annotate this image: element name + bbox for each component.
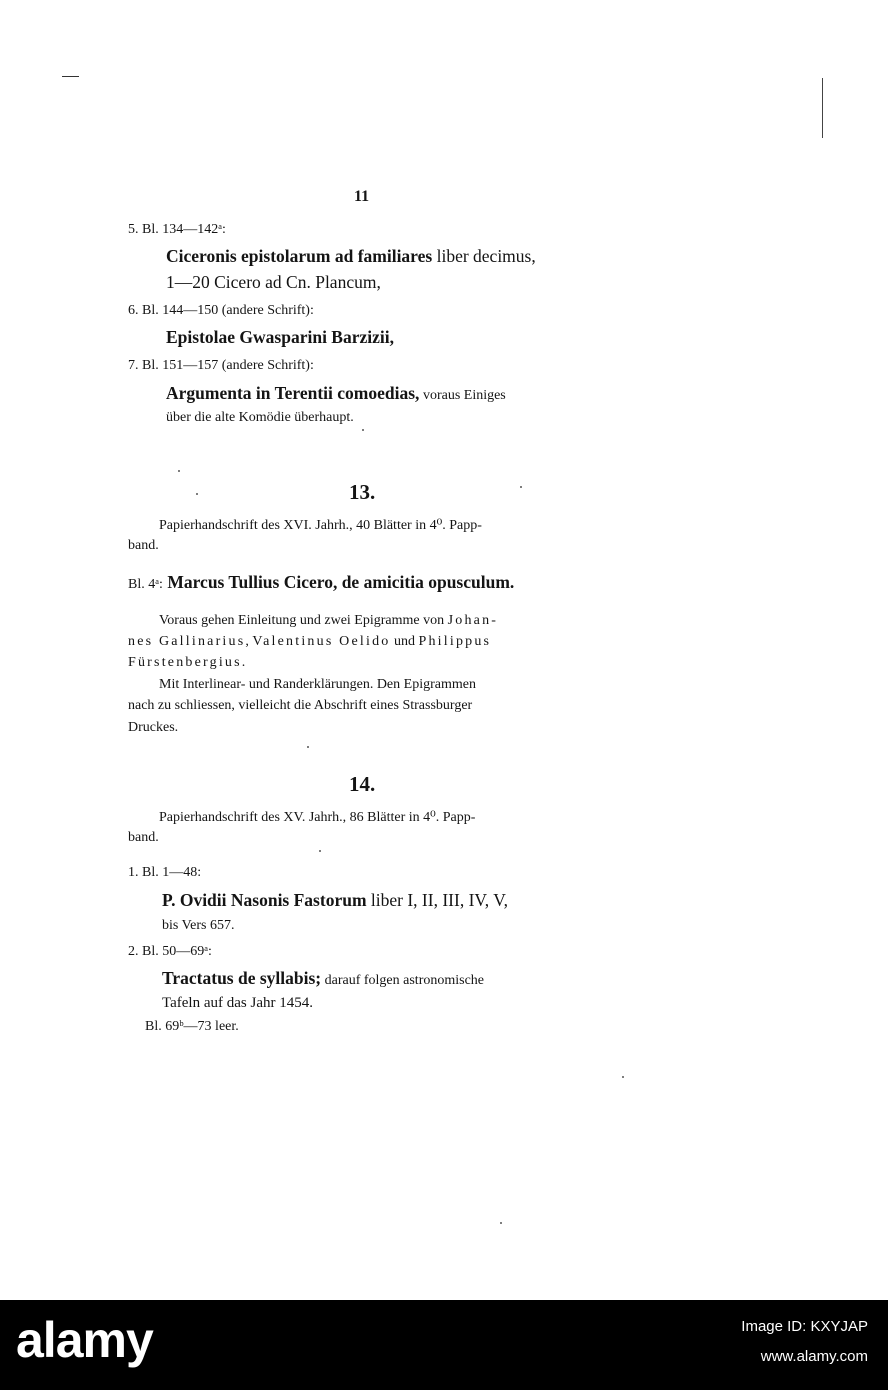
item-5-ref: 5. Bl. 134—142ᵃ: (128, 222, 226, 237)
section-13-number: 13. (349, 480, 376, 504)
margin-bar (822, 78, 823, 138)
item-5-line2: 1—20 Cicero ad Cn. Plancum, (166, 272, 381, 292)
section-14-description-cont: band. (128, 830, 159, 845)
section-13-entry (128, 572, 514, 593)
section-13-note-1 (159, 613, 498, 629)
section-14-item-2-title-line (162, 968, 484, 989)
section-13-entry-ref: Bl. 4ᵃ: (128, 577, 163, 592)
page-number: 11 (354, 188, 370, 205)
speck (362, 429, 364, 431)
item-6-title: Epistolae Gwasparini Barzizii, (166, 327, 394, 347)
section-13-description: Papierhandschrift des XVI. Jahrh., 40 Blätter in 4⁰. Papp- (159, 518, 482, 533)
note-1a: Voraus gehen Einleitung und zwei Epigramme von (159, 613, 448, 628)
section-13-description-cont: band. (128, 538, 159, 553)
speck (520, 486, 522, 488)
section-13-note-3: Fürstenbergius. (128, 655, 248, 670)
section-14-item-3: Bl. 69ᵇ—73 leer. (145, 1019, 239, 1034)
site-url: www.alamy.com (760, 1348, 868, 1365)
section-13-note-2 (128, 634, 491, 650)
item-5-title-line (166, 246, 536, 267)
note-1b: Johan- (447, 613, 499, 628)
section-14-item-1-title: P. Ovidii Nasonis Fastorum (162, 890, 367, 910)
speck (178, 470, 180, 472)
note-2b: , (245, 634, 253, 649)
margin-mark (62, 76, 79, 77)
item-6-ref: 6. Bl. 144—150 (andere Schrift): (128, 303, 314, 318)
speck (500, 1222, 502, 1224)
item-7-ref: 7. Bl. 151—157 (andere Schrift): (128, 358, 314, 373)
note-2a: nes Gallinarius (128, 634, 246, 649)
item-7-title: Argumenta in Terentii comoedias, (166, 383, 420, 403)
speck (622, 1076, 624, 1078)
section-14-item-2-title: Tractatus de syllabis; (162, 968, 322, 988)
item-7-title-line (166, 383, 506, 404)
item-5-title: Ciceronis epistolarum ad familiares (166, 246, 433, 266)
section-14-item-1-ref: 1. Bl. 1—48: (128, 865, 202, 880)
speck (307, 746, 309, 748)
note-2d: und (390, 634, 419, 649)
section-13-note-6: Druckes. (128, 720, 179, 735)
section-13-note-4: Mit Interlinear- und Randerklärungen. Den Epigrammen (159, 677, 476, 692)
note-2c: Valentinus Oelido (252, 634, 391, 649)
section-14-description: Papierhandschrift des XV. Jahrh., 86 Blätter in 4⁰. Papp- (159, 810, 476, 825)
section-14-number: 14. (349, 772, 376, 796)
alamy-logo: alamy (16, 1312, 153, 1368)
section-14-item-1-title-line (162, 890, 508, 911)
section-14-item-2-line2: Tafeln auf das Jahr 1454. (162, 995, 313, 1011)
note-2e: Philippus (418, 634, 492, 649)
section-14-item-2-ref: 2. Bl. 50—69ᵃ: (128, 944, 212, 959)
speck (319, 850, 321, 852)
section-14-item-1-rest: liber I, II, III, IV, V, (366, 890, 508, 910)
section-14-item-1-line2: bis Vers 657. (162, 918, 235, 933)
image-id: Image ID: KXYJAP (741, 1318, 868, 1335)
item-7-line2: über die alte Komödie überhaupt. (166, 410, 354, 425)
item-7-rest: voraus Einiges (419, 388, 506, 403)
section-13-note-5: nach zu schliessen, vielleicht die Abschrift eines Strassburger (128, 698, 473, 713)
section-14-item-2-rest: darauf folgen astronomische (321, 973, 485, 988)
item-5-rest: liber decimus, (432, 246, 536, 266)
section-13-entry-title: Marcus Tullius Cicero, de amicitia opusculum. (167, 572, 515, 592)
speck (196, 493, 198, 495)
